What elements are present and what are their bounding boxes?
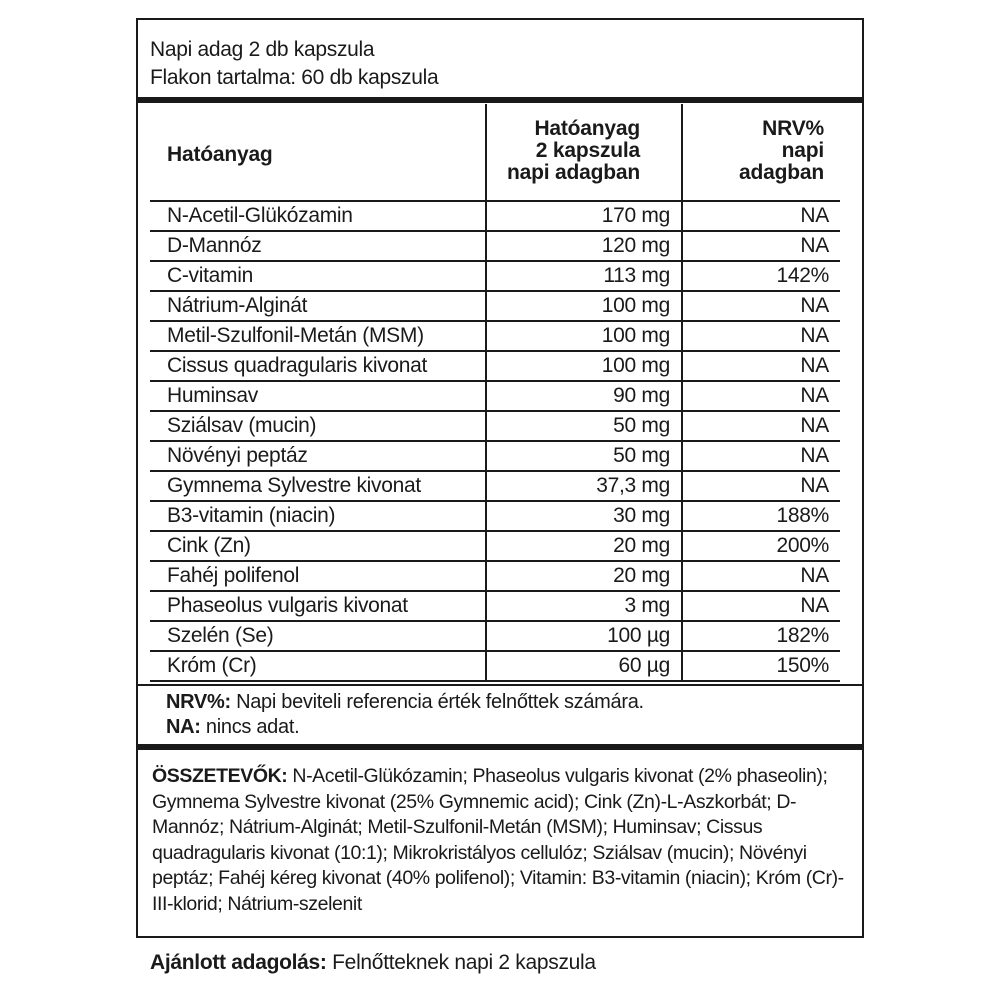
dosage-text: Felnőtteknek napi 2 kapszula [326,951,596,974]
table-row [150,322,840,352]
ingredient-amount: 3 mg [485,592,681,620]
ingredient-amount: 100 mg [485,352,681,380]
na-note-label: NA: [166,716,201,738]
table-row [150,622,840,652]
table-row [150,532,840,562]
ingredient-name: Cissus quadragularis kivonat [167,354,428,377]
table-row [150,562,840,592]
ingredient-name: Phaseolus vulgaris kivonat [167,594,408,617]
ingredient-nrv: NA [681,382,840,410]
ingredient-nrv: NA [681,562,840,590]
ingredient-name: Szelén (Se) [167,624,274,647]
ingredient-nrv: 142% [681,262,840,290]
table-row [150,472,840,502]
ingredient-nrv: NA [681,232,840,260]
ingredient-nrv: NA [681,322,840,350]
table-row [150,382,840,412]
daily-dose-text: Napi adag 2 db kapszula [150,38,375,61]
nutrient-table [150,200,840,682]
ingredient-amount: 113 mg [485,262,681,290]
nrv-note [166,690,644,715]
ingredient-nrv: NA [681,292,840,320]
ingredient-name: D-Mannóz [167,234,262,257]
ingredient-amount: 60 µg [485,652,681,680]
ingredient-nrv: NA [681,352,840,380]
ingredient-nrv: NA [681,412,840,440]
column-header-nrv: NRV% napi adagban [739,117,824,184]
ingredients-text: N-Acetil-Glükózamin; Phaseolus vulgaris kivonat (2% phaseolin); Gymnema Sylvestre kivonat (25% Gymnemic acid); Cink (Zn)-L-Aszkorbát; D-Mannóz; Nátrium-Alginát; Metil-Szulfonil-Metán (MSM); Huminsav; Cissus quadragularis kivonat (10:1); Mikrokristályos cellulóz; Sziálsav (mucin); Növényi peptáz; Fahéj kéreg kivonat (40% polifenol); Vitamin: B3-vitamin (niacin); Króm (Cr)-III-klorid; Nátrium-szelenit [152,765,844,915]
ingredient-nrv: 182% [681,622,840,650]
ingredient-amount: 100 mg [485,292,681,320]
ingredient-nrv: 188% [681,502,840,530]
column-header-amount: Hatóanyag 2 kapszula napi adagban [507,117,640,184]
ingredient-nrv: NA [681,442,840,470]
table-row [150,232,840,262]
table-row [150,262,840,292]
column-divider-1 [485,104,487,200]
ingredient-amount: 30 mg [485,502,681,530]
ingredient-amount: 90 mg [485,382,681,410]
table-row [150,352,840,382]
nrv-note-text: Napi beviteli referencia érték felnőttek számára. [230,691,644,713]
ingredient-name: Nátrium-Alginát [167,294,308,317]
table-row [150,442,840,472]
table-row [150,202,840,232]
column-divider-2 [681,104,683,200]
ingredient-nrv: NA [681,472,840,500]
ingredient-name: Huminsav [167,384,258,407]
column-header-name: Hatóanyag [167,143,273,166]
ingredient-nrv: NA [681,592,840,620]
ingredient-amount: 170 mg [485,202,681,230]
ingredient-nrv: NA [681,202,840,230]
ingredient-name: Növényi peptáz [167,444,308,467]
ingredient-amount: 100 mg [485,322,681,350]
ingredient-name: Sziálsav (mucin) [167,414,317,437]
table-row [150,502,840,532]
ingredient-nrv: 150% [681,652,840,680]
ingredient-amount: 20 mg [485,562,681,590]
na-note [166,715,644,740]
ingredient-name: C-vitamin [167,264,253,287]
ingredients-label: ÖSSZETEVŐK: [152,765,288,787]
ingredient-nrv: 200% [681,532,840,560]
table-header [150,104,840,200]
ingredient-name: Metil-Szulfonil-Metán (MSM) [167,324,424,347]
ingredient-amount: 50 mg [485,442,681,470]
table-row [150,292,840,322]
ingredient-name: Cink (Zn) [167,534,251,557]
ingredient-name: Króm (Cr) [167,654,257,677]
table-row [150,412,840,442]
ingredient-name: N-Acetil-Glükózamin [167,204,353,227]
recommended-dosage [150,950,596,976]
ingredients-divider [136,744,864,750]
bottle-content-text: Flakon tartalma: 60 db kapszula [150,66,439,89]
ingredient-amount: 37,3 mg [485,472,681,500]
ingredients-section [152,764,852,917]
ingredient-amount: 50 mg [485,412,681,440]
ingredient-name: Gymnema Sylvestre kivonat [167,474,421,497]
ingredient-amount: 100 µg [485,622,681,650]
package-info [150,36,438,92]
ingredient-amount: 20 mg [485,532,681,560]
table-bottom-rule [136,684,864,686]
table-notes [166,690,644,740]
ingredient-amount: 120 mg [485,232,681,260]
table-row [150,592,840,622]
ingredient-name: B3-vitamin (niacin) [167,504,336,527]
na-note-text: nincs adat. [200,716,300,738]
table-row [150,652,840,682]
dosage-label: Ajánlott adagolás: [150,951,327,974]
header-divider [136,97,864,103]
nrv-note-label: NRV%: [166,691,231,713]
ingredient-name: Fahéj polifenol [167,564,300,587]
